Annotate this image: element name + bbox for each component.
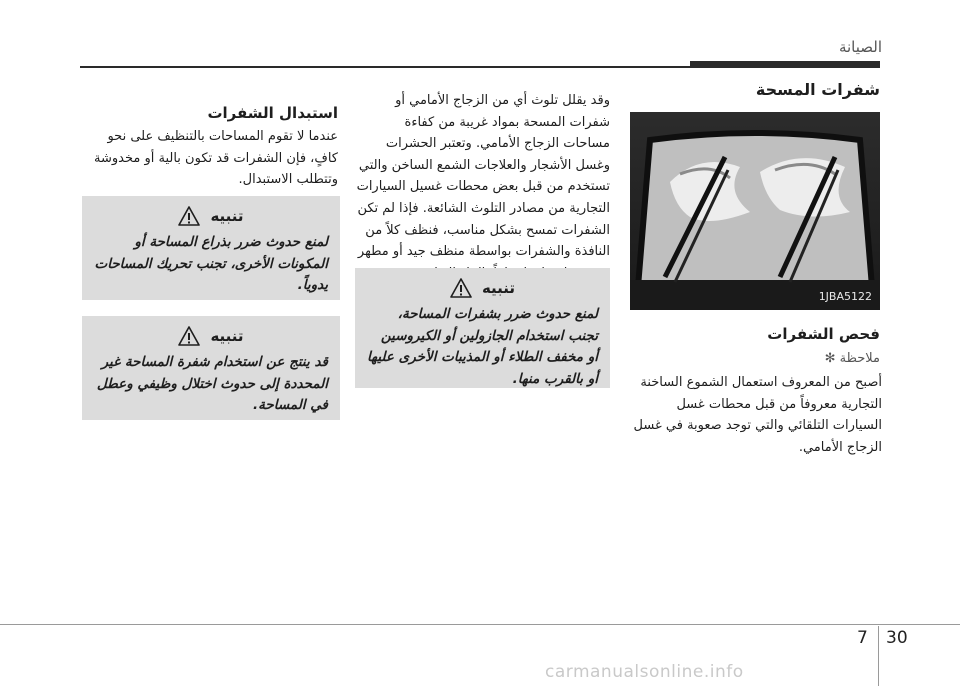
notice-title: تنبيه (210, 327, 244, 345)
inspection-heading: فحص الشفرات (767, 325, 880, 343)
note-text: أصبح من المعروف استعمال الشموع الساخنة التجارية معروفاً من قبل محطات غسل السيارات التلقائي والتي توجد صعوبة في غسل الزجاج الأمامي. (633, 375, 882, 455)
photo-code: 1JBA5122 (818, 290, 872, 303)
replacement-heading: استبدال الشفرات (207, 104, 338, 122)
warning-icon (450, 278, 472, 298)
notice-box-manual-move (82, 196, 340, 300)
notice-text: قد ينتج عن استخدام شفرة المساحة غير المحددة إلى حدوث اختلال وظيفي وعطل في المساحة. (96, 354, 328, 413)
notice-header (94, 326, 328, 346)
notice-header (94, 206, 328, 226)
footer-rule (0, 624, 960, 625)
windshield-wiper-illustration (630, 112, 880, 310)
page-number-divider (878, 626, 879, 686)
notice-box-solvents (355, 268, 610, 388)
notice-header (367, 278, 598, 298)
notice-text: لمنع حدوث ضرر بشفرات المساحة، تجنب استخدام الجازولين أو الكيروسين أو مخفف الطلاء أو المذيبات الأخرى عليها أو بالقرب منها. (367, 306, 598, 387)
watermark: carmanualsonline.info (545, 662, 744, 682)
replacement-paragraph: عندما لا تقوم المساحات بالتنظيف على نحو كافٍ، فإن الشفرات قد تكون بالية أو مخدوشة وتتطلب الاستبدال. (94, 129, 338, 188)
warning-icon (178, 326, 200, 346)
cleaning-paragraph: وقد يقلل تلوث أي من الزجاج الأمامي أو شفرات المسحة بمواد غريبة من كفاءة مساحات الزجاج الأمامي. وتعتبر الحشرات وغسل الأشجار والعلاجات الشمع الساخن والتي تستخدم من قبل بعض محطات غسيل السيارات التجارية من مصادر التلوث الشائعة. فإذا لم تكن الشفرات تمسح بشكل مناسب، فنظف كلاً من النافذة والشفرات بواسطة منظف جيد أو مطهر (356, 93, 610, 260)
warning-icon (178, 206, 200, 226)
notice-text: لمنع حدوث ضرر بذراع المساحة أو المكونات الأخرى، تجنب تحريك المساحات يدوياً. (94, 234, 328, 293)
note-label: ملاحظة ✻ (824, 351, 880, 366)
notice-title: تنبيه (481, 279, 516, 297)
section-label: الصيانة (838, 38, 882, 56)
notice-box-wrong-blade (82, 316, 340, 420)
page-number: 30 (886, 628, 908, 648)
section-number: 7 (857, 628, 868, 648)
section-title: شفرات المسحة (755, 80, 880, 99)
header-bar (690, 61, 880, 68)
wiper-photo (630, 112, 880, 310)
notice-title: تنبيه (210, 207, 244, 225)
